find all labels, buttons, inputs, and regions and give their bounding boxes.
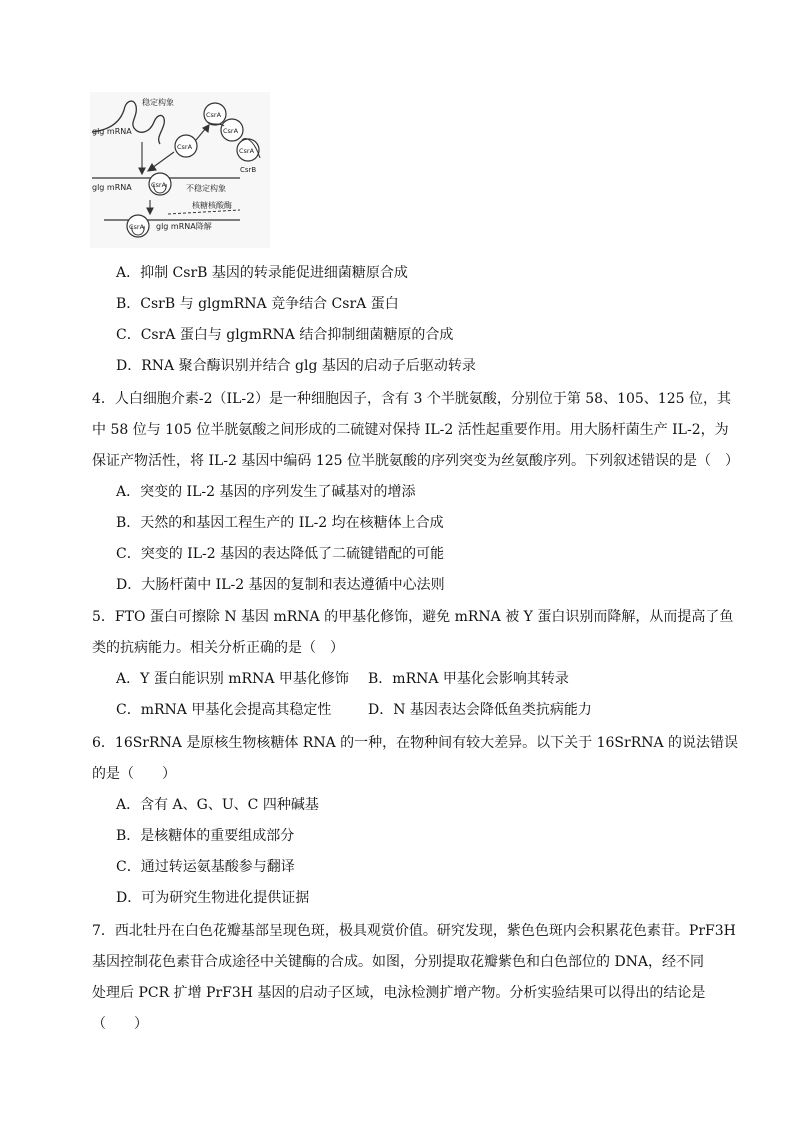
q5-option-b: B．mRNA 甲基化会影响其转录 [368,671,569,687]
q4-option-c: C．突变的 IL-2 基因的表达降低了二硫键错配的可能 [116,546,445,562]
csra-label-5: CsrA [151,181,167,189]
q4-stem-line-2: 中 58 位与 105 位半胱氨酸之间形成的二硫键对保持 IL-2 活性起重要作用。用大肠杆菌生产 IL-2，为 [92,422,729,438]
csra-label-6: CsrA [129,223,145,231]
degradation-label: glg mRNA降解 [156,222,212,231]
q7-stem-line-1: 7．西北牡丹在白色花瓣基部呈现色斑，极具观赏价值。研究发现，紫色色斑内会积累花色素苷。PrF3H [92,923,736,939]
q6-option-c: C．通过转运氨基酸参与翻译 [116,859,295,875]
rnase-label: 核糖核酸酶 [192,201,232,210]
q6-option-d: D．可为研究生物进化提供证据 [116,890,310,906]
csra-label-1: CsrA [206,111,222,119]
q6-stem-line-1: 6．16SrRNA 是原核生物核糖体 RNA 的一种，在物种间有较大差异。以下关于 16SrRNA 的说法错误 [92,735,739,751]
q5-option-d: D．N 基因表达会降低鱼类抗病能力 [368,702,592,718]
q4-stem-line-1: 4．人白细胞介素-2（IL-2）是一种细胞因子，含有 3 个半胱氨酸，分别位于第 58、105、125 位，其 [92,391,731,407]
stable-conformation-label: 稳定构象 [142,98,174,107]
csra-label-2: CsrA [223,127,239,135]
q7-stem-line-3: 处理后 PCR 扩增 PrF3H 基因的启动子区域，电泳检测扩增产物。分析实验结果可以得出的结论是 [92,985,706,1001]
q4-option-d: D．大肠杆菌中 IL-2 基因的复制和表达遵循中心法则 [116,577,445,593]
csra-label-4: CsrA [239,147,255,155]
q3-option-d: D．RNA 聚合酶识别并结合 glg 基因的启动子后驱动转录 [116,358,476,374]
q5-stem-line-1: 5．FTO 蛋白可擦除 N 基因 mRNA 的甲基化修饰，避免 mRNA 被 Y 蛋白识别而降解，从而提高了鱼 [92,609,734,625]
q4-option-b: B．天然的和基因工程生产的 IL-2 均在核糖体上合成 [116,515,444,531]
q3-option-b: B．CsrB 与 glgmRNA 竞争结合 CsrA 蛋白 [116,296,399,312]
q3-option-a: A．抑制 CsrB 基因的转录能促进细菌糖原合成 [116,265,408,281]
q6-option-b: B．是核糖体的重要组成部分 [116,828,295,844]
csrb-label: CsrB [240,166,257,174]
csr-regulation-diagram [90,92,270,248]
q5-option-a: A．Y 蛋白能识别 mRNA 甲基化修饰 [116,671,349,687]
q6-option-a: A．含有 A、G、U、C 四种碱基 [116,797,319,813]
csra-label-3: CsrA [177,143,193,151]
glg-mrna-mid-label: glg mRNA [92,183,132,192]
q7-stem-line-4: （ ） [92,1016,148,1032]
q6-stem-line-2: 的是（ ） [92,766,176,782]
q4-stem-line-3: 保证产物活性，将 IL-2 基因中编码 125 位半胱氨酸的序列突变为丝氨酸序列。下列叙述错误的是（ ） [92,453,739,469]
unstable-conformation-label: 不稳定构象 [186,184,226,193]
q5-stem-line-2: 类的抗病能力。相关分析正确的是（ ） [92,640,344,656]
glg-mrna-top-label: glg mRNA [92,127,132,136]
q3-option-c: C．CsrA 蛋白与 glgmRNA 结合抑制细菌糖原的合成 [116,327,454,343]
q7-stem-line-2: 基因控制花色素苷合成途径中关键酶的合成。如图，分别提取花瓣紫色和白色部位的 DNA，经不同 [92,954,705,970]
q4-option-a: A．突变的 IL-2 基因的序列发生了碱基对的增添 [116,484,416,500]
q5-option-c: C．mRNA 甲基化会提高其稳定性 [116,702,332,718]
